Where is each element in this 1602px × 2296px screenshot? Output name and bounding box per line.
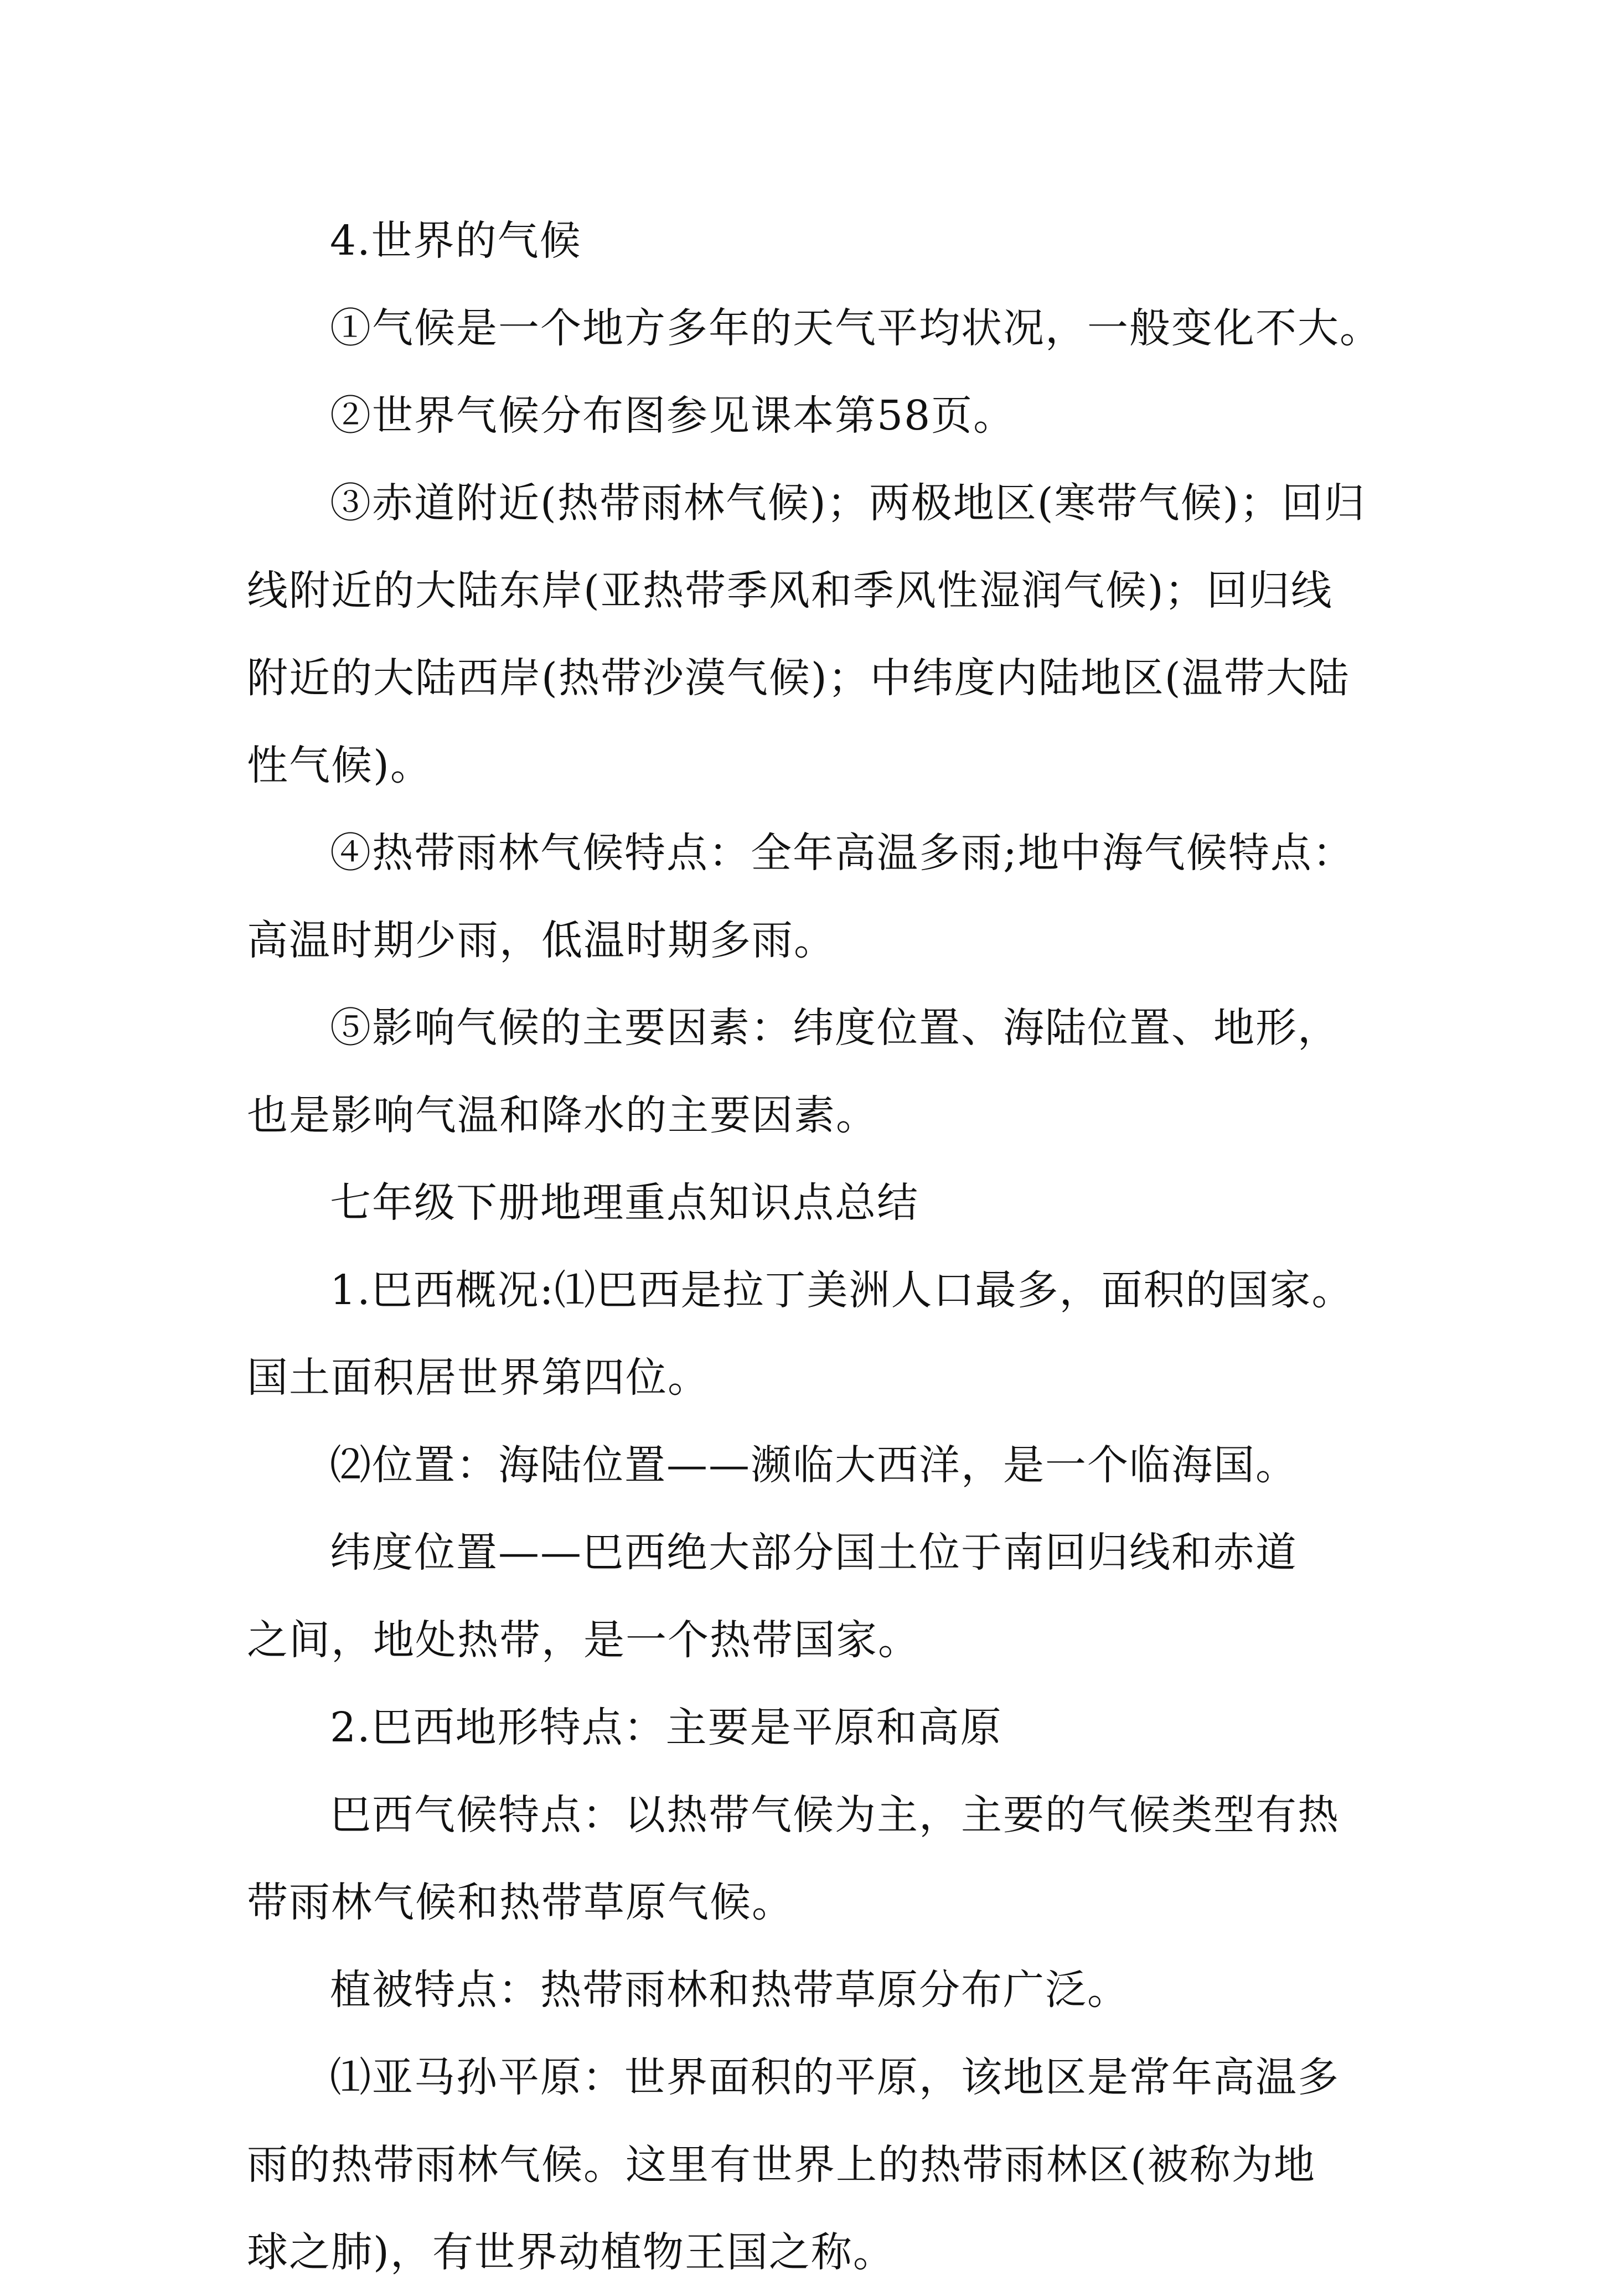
paragraph-line: ⑤影响气候的主要因素：纬度位置、海陆位置、地形， — [330, 1004, 1340, 1052]
paragraph-line: ②世界气候分布图参见课本第58页。 — [330, 392, 1016, 439]
paragraph-line: 巴西气候特点：以热带气候为主，主要的气候类型有热 — [330, 1791, 1340, 1839]
section-heading: 4.世界的气候 — [330, 217, 582, 265]
paragraph-line: ⑴亚马孙平原：世界面积的平原，该地区是常年高温多 — [330, 2054, 1340, 2101]
paragraph-line: 2.巴西地形特点：主要是平原和高原 — [330, 1704, 1002, 1751]
paragraph-line: 1.巴西概况:⑴巴西是拉丁美洲人口最多，面积的国家。 — [330, 1266, 1354, 1314]
paragraph-line: 球之肺)，有世界动植物王国之称。 — [247, 2228, 895, 2276]
paragraph-line: 高温时期少雨，低温时期多雨。 — [247, 917, 836, 964]
paragraph-line: ③赤道附近(热带雨林气候)；两极地区(寒带气候)；回归 — [330, 479, 1366, 527]
paragraph-line: 之间，地处热带，是一个热带国家。 — [247, 1616, 920, 1664]
paragraph-line: ⑵位置：海陆位置——濒临大西洋，是一个临海国。 — [330, 1441, 1298, 1489]
paragraph-line: 带雨林气候和热带草原气候。 — [247, 1879, 794, 1926]
paragraph-line: 国土面积居世界第四位。 — [247, 1354, 710, 1402]
paragraph-line: 植被特点：热带雨林和热带草原分布广泛。 — [330, 1966, 1129, 2014]
paragraph-line: 纬度位置——巴西绝大部分国土位于南回归线和赤道 — [330, 1529, 1298, 1576]
paragraph-line: ①气候是一个地方多年的天气平均状况，一般变化不大。 — [330, 304, 1382, 352]
paragraph-line: 线附近的大陆东岸(亚热带季风和季风性湿润气候)；回归线 — [247, 567, 1333, 614]
paragraph-line: ④热带雨林气候特点：全年高温多雨;地中海气候特点： — [330, 829, 1355, 877]
paragraph-line: 附近的大陆西岸(热带沙漠气候)；中纬度内陆地区(温带大陆 — [247, 654, 1350, 702]
paragraph-line: 性气候)。 — [247, 742, 432, 789]
document-body — [247, 197, 1382, 2296]
paragraph-line: 雨的热带雨林气候。这里有世界上的热带雨林区(被称为地 — [247, 2141, 1316, 2189]
section-heading: 七年级下册地理重点知识点总结 — [330, 1179, 919, 1227]
paragraph-line: 也是影响气温和降水的主要因素。 — [247, 1092, 878, 1139]
